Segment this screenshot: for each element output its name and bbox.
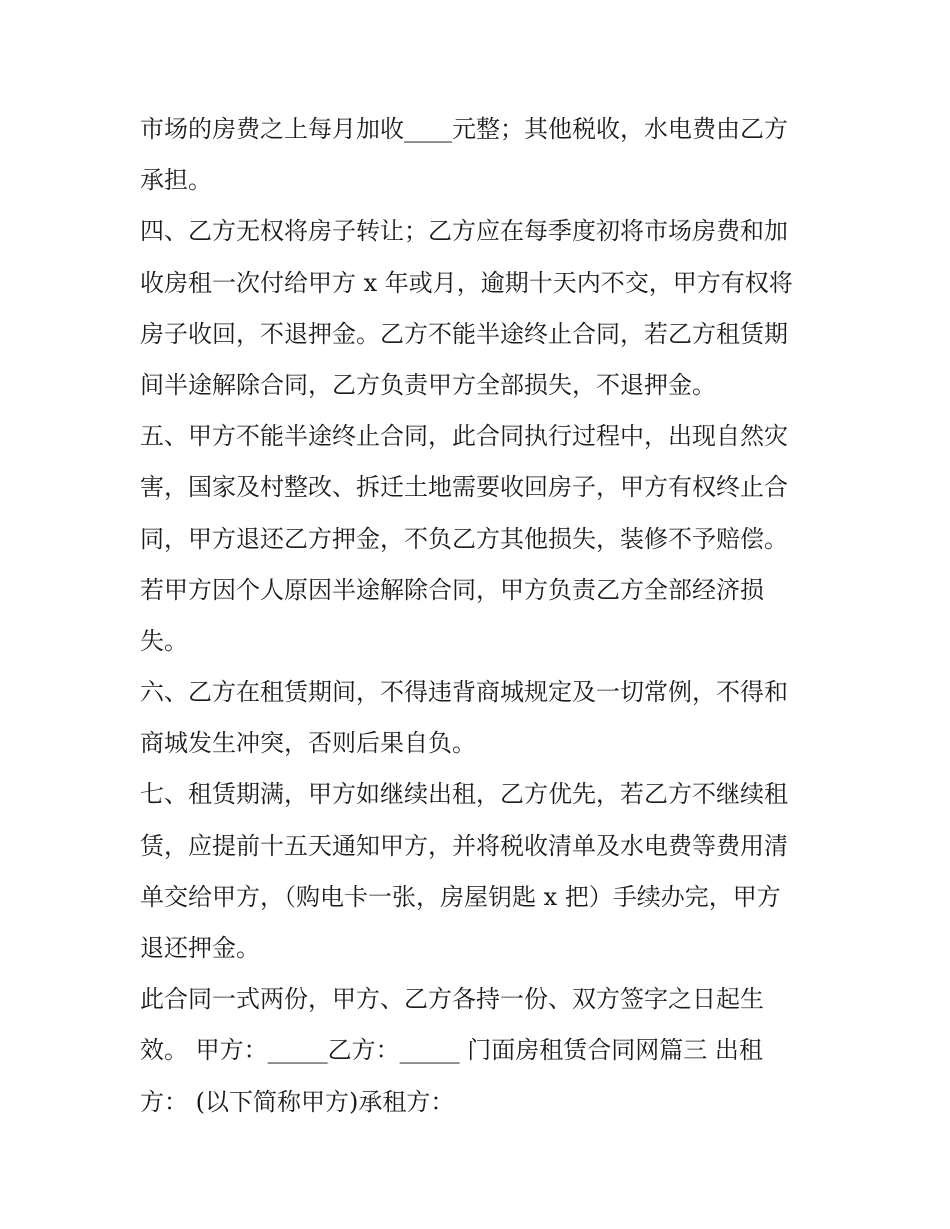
text-line: 效。 甲方：_____乙方：_____ 门面房租赁合同网篇三 出租 <box>140 1036 763 1065</box>
text-line: 承担。 <box>140 166 212 195</box>
text-line: 商城发生冲突，否则后果自负。 <box>140 729 476 758</box>
text-line: 四、乙方无权将房子转让；乙方应在每季度初将市场房费和加 <box>140 217 788 246</box>
contract-text <box>140 104 820 1128</box>
text-line: 单交给甲方，（购电卡一张，房屋钥匙 x 把）手续办完，甲方 <box>140 882 781 911</box>
text-line: 六、乙方在租赁期间，不得违背商城规定及一切常例，不得和 <box>140 678 788 707</box>
text-line: 七、租赁期满，甲方如继续出租，乙方优先，若乙方不继续租 <box>140 780 788 809</box>
text-line: 方： (以下简称甲方)承租方： <box>140 1087 455 1116</box>
text-line: 同，甲方退还乙方押金，不负乙方其他损失，装修不予赔偿。 <box>140 524 788 553</box>
text-line: 市场的房费之上每月加收____元整；其他税收，水电费由乙方 <box>140 115 788 143</box>
text-line: 失。 <box>140 626 188 655</box>
text-line: 若甲方因个人原因半途解除合同，甲方负责乙方全部经济损 <box>140 575 764 604</box>
text-line: 害，国家及村整改、拆迁土地需要收回房子，甲方有权终止合 <box>140 473 788 502</box>
text-line: 五、甲方不能半途终止合同，此合同执行过程中，出现自然灾 <box>140 422 788 451</box>
text-line: 房子收回，不退押金。乙方不能半途终止合同，若乙方租赁期 <box>140 319 788 348</box>
text-line: 此合同一式两份，甲方、乙方各持一份、双方签字之日起生 <box>140 985 764 1014</box>
text-line: 退还押金。 <box>140 934 260 962</box>
text-line: 赁，应提前十五天通知甲方，并将税收清单及水电费等费用清 <box>140 831 788 860</box>
text-line: 收房租一次付给甲方 x 年或月，逾期十天内不交，甲方有权将 <box>140 268 793 297</box>
text-line: 间半途解除合同，乙方负责甲方全部损失，不退押金。 <box>140 370 716 399</box>
